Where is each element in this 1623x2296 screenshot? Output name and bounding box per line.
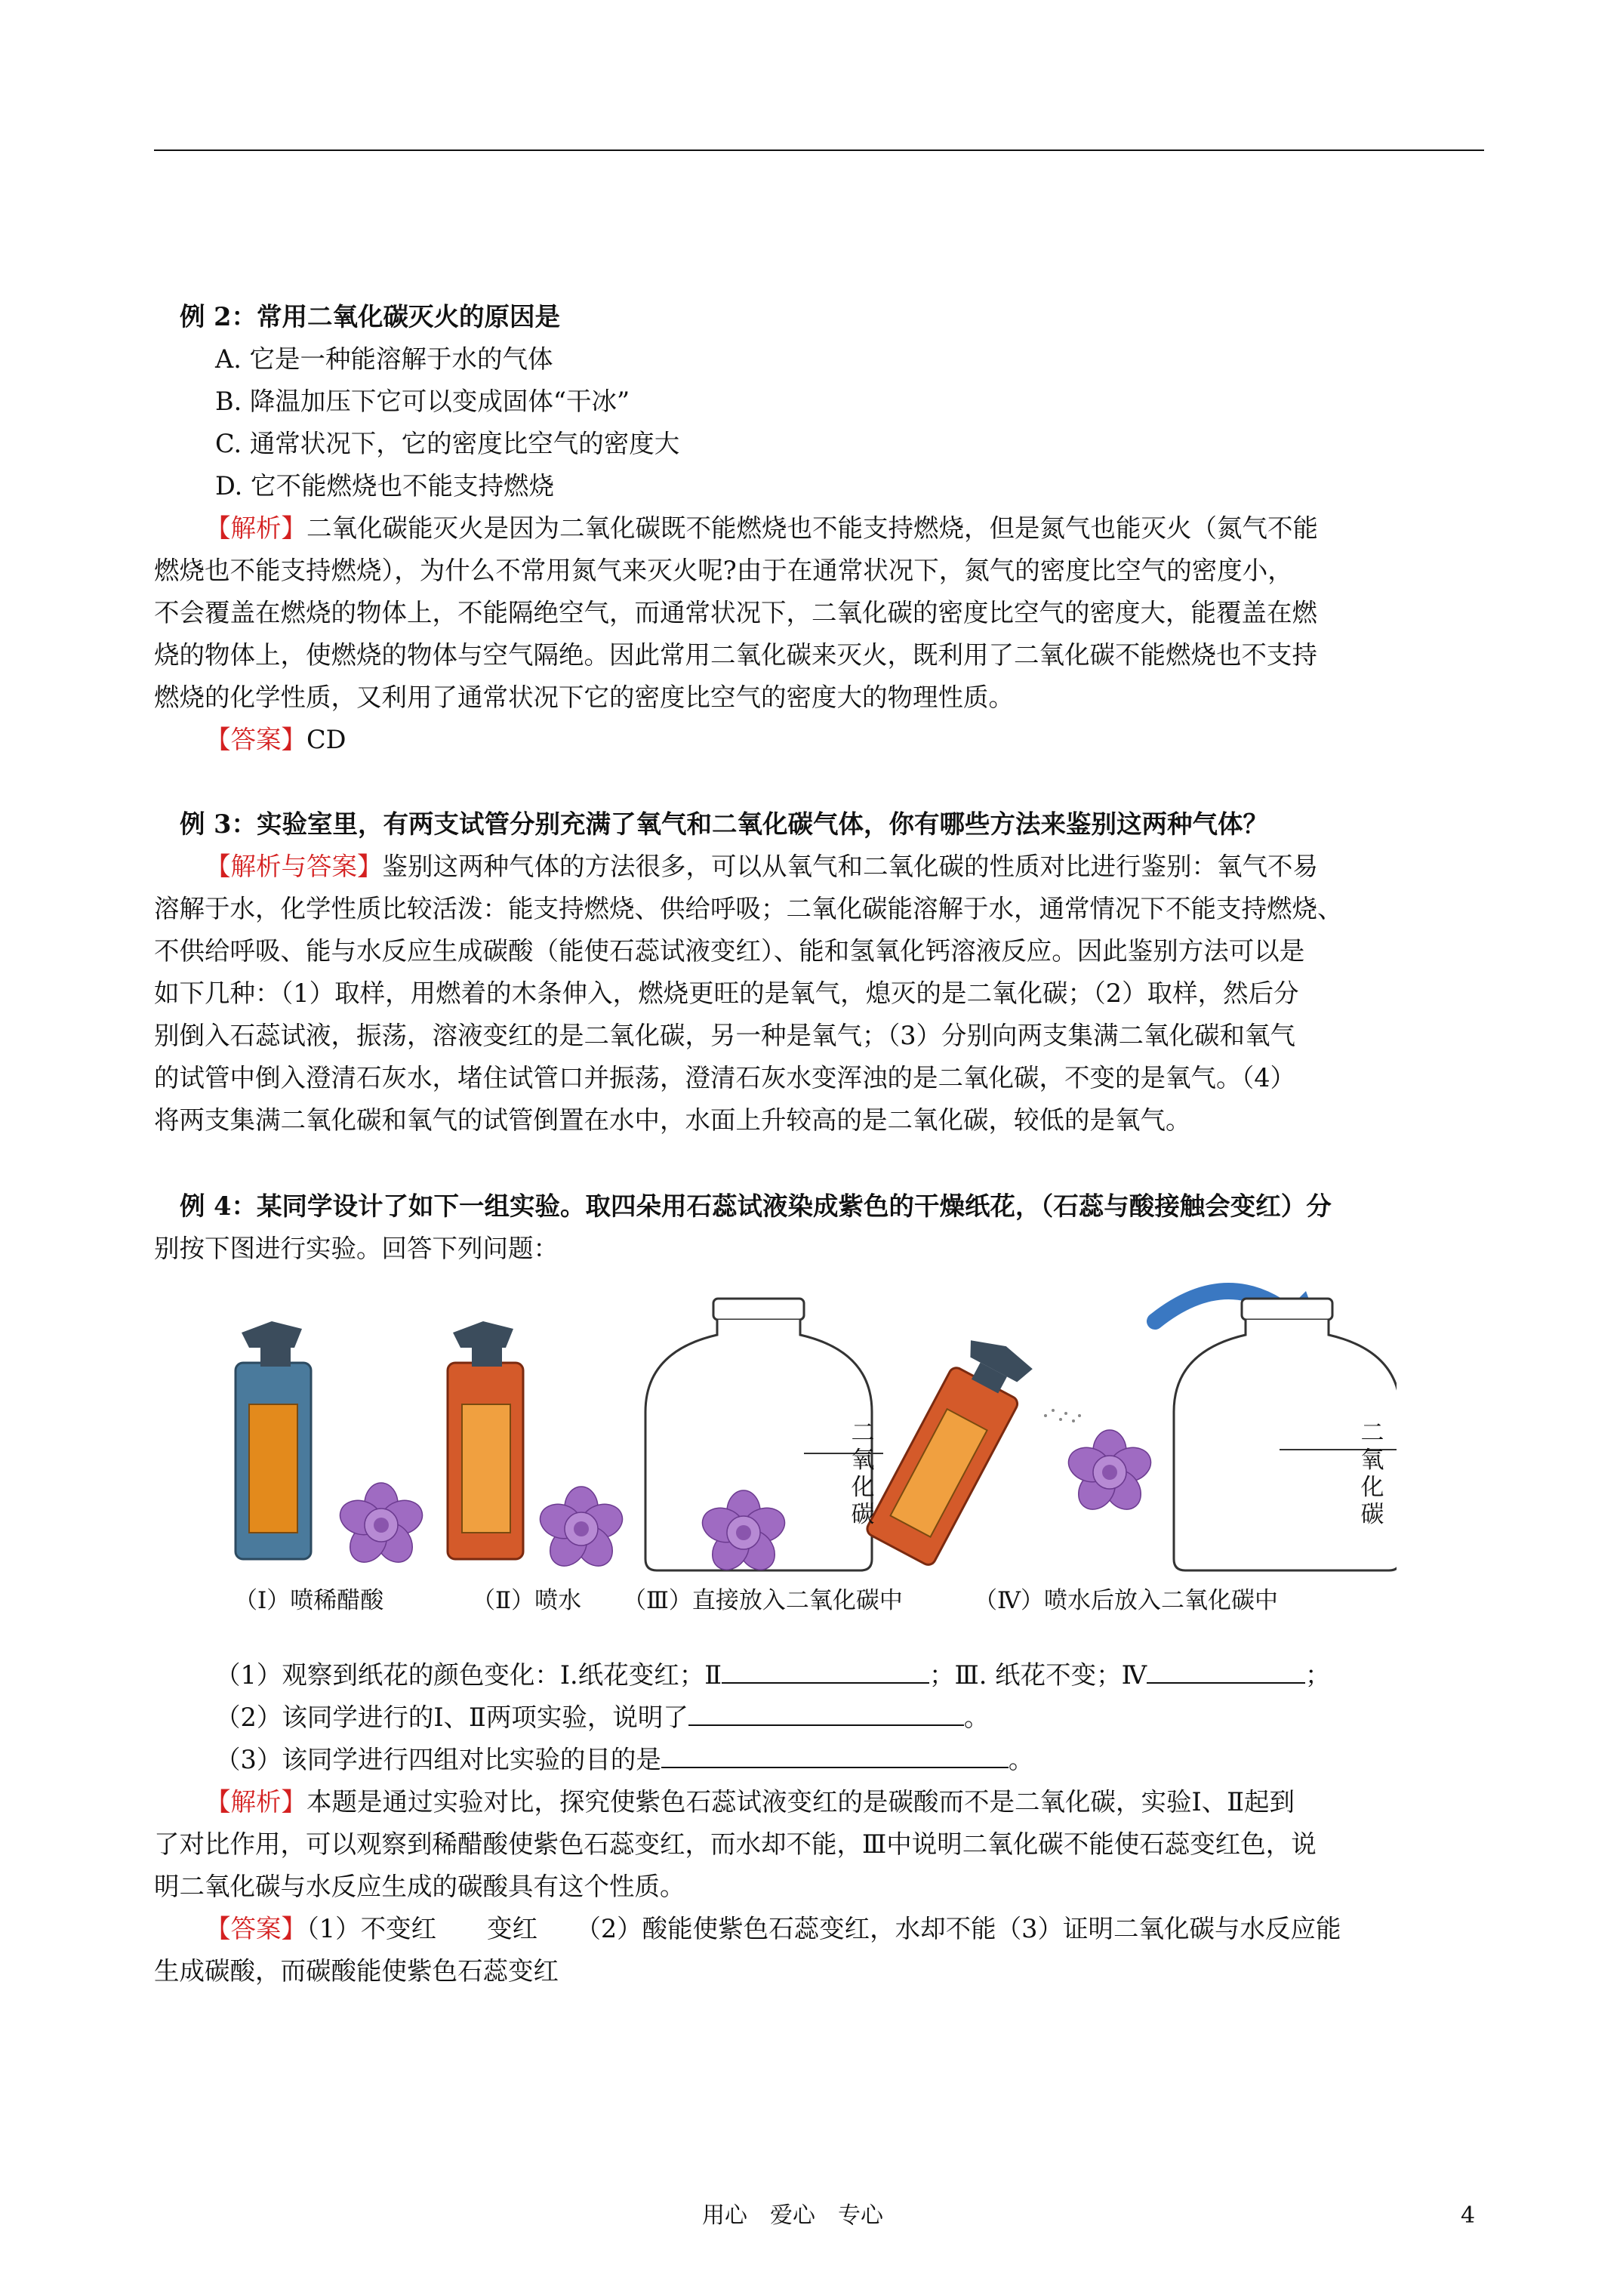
answer-tag: 【答案】 (205, 1914, 306, 1943)
spray-bottle-water (448, 1321, 523, 1559)
answer-blank[interactable] (661, 1744, 1009, 1768)
paper-flower (1064, 1430, 1156, 1517)
answer-blank[interactable] (1147, 1660, 1305, 1684)
ex2-analysis-line: 燃烧也不能支持燃烧），为什么不常用氮气来灭火呢?由于在通常状况下，氮气的密度比空气的密度小， (154, 556, 1293, 585)
ex4-analysis-line: 明二氧化碳与水反应生成的碳酸具有这个性质。 (154, 1872, 685, 1901)
answer-blank[interactable] (722, 1660, 929, 1684)
ex2-answer: 【答案】CD (205, 725, 346, 754)
answer-tag: 【答案】 (205, 725, 306, 754)
ex2-analysis-line: 【解析】二氧化碳能灭火是因为二氧化碳既不能燃烧也不能支持燃烧，但是氮气也能灭火（氮气不能 (205, 513, 1318, 543)
experiment-figure (226, 1276, 1397, 1578)
spray-mist (1044, 1409, 1081, 1422)
ex2-analysis-line: 燃烧的化学性质，又利用了通常状况下它的密度比空气的密度大的物理性质。 (154, 683, 1014, 712)
page-number: 4 (1461, 2202, 1476, 2229)
ex4-answer-line: 【答案】（1）不变红 变红 （2）酸能使紫色石蕊变红，水却不能（3）证明二氧化碳与水反应能 (205, 1914, 1341, 1943)
ex2-analysis-line: 不会覆盖在燃烧的物体上，不能隔绝空气，而通常状况下，二氧化碳的密度比空气的密度大，能覆盖在燃 (154, 598, 1317, 627)
ex3-answer-line: 别倒入石蕊试液，振荡，溶液变红的是二氧化碳，另一种是氧气；（3）分别向两支集满二氧化碳和氧气 (154, 1021, 1296, 1050)
ex3-answer-line: 的试管中倒入澄清石灰水，堵住试管口并振荡，澄清石灰水变浑浊的是二氧化碳，不变的是氧气。（4） (154, 1063, 1296, 1093)
analysis-tag: 【解析】 (205, 1787, 306, 1817)
paper-flower (536, 1487, 627, 1573)
ex4-q3: （3）该同学进行四组对比实验的目的是 。 (215, 1745, 1034, 1774)
ex4-question: 别按下图进行实验。回答下列问题： (154, 1234, 559, 1263)
figure-label-1: （Ⅰ）喷稀醋酸 (234, 1587, 384, 1614)
ex2-question: 例 2：常用二氧化碳灭火的原因是 (180, 302, 560, 331)
gas-label-co2: 二 氧 化 碳 (1360, 1419, 1384, 1528)
ex2-option-d: D. 它不能燃烧也不能支持燃烧 (215, 471, 554, 501)
ex4-q1: （1）观察到纸花的颜色变化：Ⅰ.纸花变红；Ⅱ ；Ⅲ. 纸花不变；Ⅳ ； (215, 1660, 1331, 1690)
footer-motto: 用心 爱心 专心 (702, 2202, 883, 2229)
spray-bottle-tilted (864, 1329, 1039, 1567)
ex4-answer-line: 生成碳酸，而碳酸能使紫色石蕊变红 (154, 1956, 559, 1986)
ex3-question: 例 3：实验室里，有两支试管分别充满了氧气和二氧化碳气体，你有哪些方法来鉴别这两种气体？ (180, 809, 1268, 839)
ex2-analysis-line: 烧的物体上，使燃烧的物体与空气隔绝。因此常用二氧化碳来灭火，既利用了二氧化碳不能燃烧也不支持 (154, 640, 1317, 670)
ex4-q2: （2）该同学进行的Ⅰ、Ⅱ两项实验，说明了 。 (215, 1703, 990, 1732)
analysis-answer-tag: 【解析与答案】 (205, 852, 383, 881)
analysis-tag: 【解析】 (205, 513, 306, 543)
ex3-answer-line: 溶解于水，化学性质比较活泼：能支持燃烧、供给呼吸；二氧化碳能溶解于水，通常情况下不能支持燃烧、 (154, 894, 1343, 923)
ex3-answer-line: 将两支集满二氧化碳和氧气的试管倒置在水中，水面上升较高的是二氧化碳，较低的是氧气。 (154, 1105, 1191, 1135)
ex4-analysis-line: 【解析】本题是通过实验对比，探究使紫色石蕊试液变红的是碳酸而不是二氧化碳，实验Ⅰ、Ⅱ起到 (205, 1787, 1295, 1817)
ex2-option-c: C. 通常状况下，它的密度比空气的密度大 (215, 429, 680, 458)
gas-label-co2: 二 氧 化 碳 (851, 1419, 875, 1528)
figure-label-2: （Ⅱ）喷水 (472, 1587, 582, 1614)
ex2-option-b: B. 降温加压下它可以变成固体“干冰” (215, 387, 630, 416)
ex3-answer-line: 不供给呼吸、能与水反应生成碳酸（能使石蕊试液变红）、能和氢氧化钙溶液反应。因此鉴别方法可以是 (154, 936, 1305, 966)
header-rule (154, 149, 1484, 151)
ex3-answer-line: 如下几种：（1）取样，用燃着的木条伸入，燃烧更旺的是氧气，熄灭的是二氧化碳；（2）取样，然后分 (154, 978, 1299, 1008)
ex4-analysis-line: 了对比作用，可以观察到稀醋酸使紫色石蕊变红，而水却不能，Ⅲ中说明二氧化碳不能使石蕊变红色，说 (154, 1829, 1317, 1859)
ex2-option-a: A. 它是一种能溶解于水的气体 (215, 344, 553, 374)
spray-bottle-vinegar (236, 1321, 311, 1559)
paper-flower (336, 1483, 427, 1570)
answer-blank[interactable] (688, 1702, 964, 1726)
figure-label-3: （Ⅲ）直接放入二氧化碳中 (623, 1587, 903, 1614)
ex3-answer-line: 【解析与答案】鉴别这两种气体的方法很多，可以从氧气和二氧化碳的性质对比进行鉴别：氧气不易 (205, 852, 1318, 881)
figure-label-4: （Ⅳ）喷水后放入二氧化碳中 (974, 1587, 1278, 1614)
ex4-question: 例 4：某同学设计了如下一组实验。取四朵用石蕊试液染成紫色的干燥纸花，（石蕊与酸接触会变红）分 (180, 1191, 1332, 1221)
